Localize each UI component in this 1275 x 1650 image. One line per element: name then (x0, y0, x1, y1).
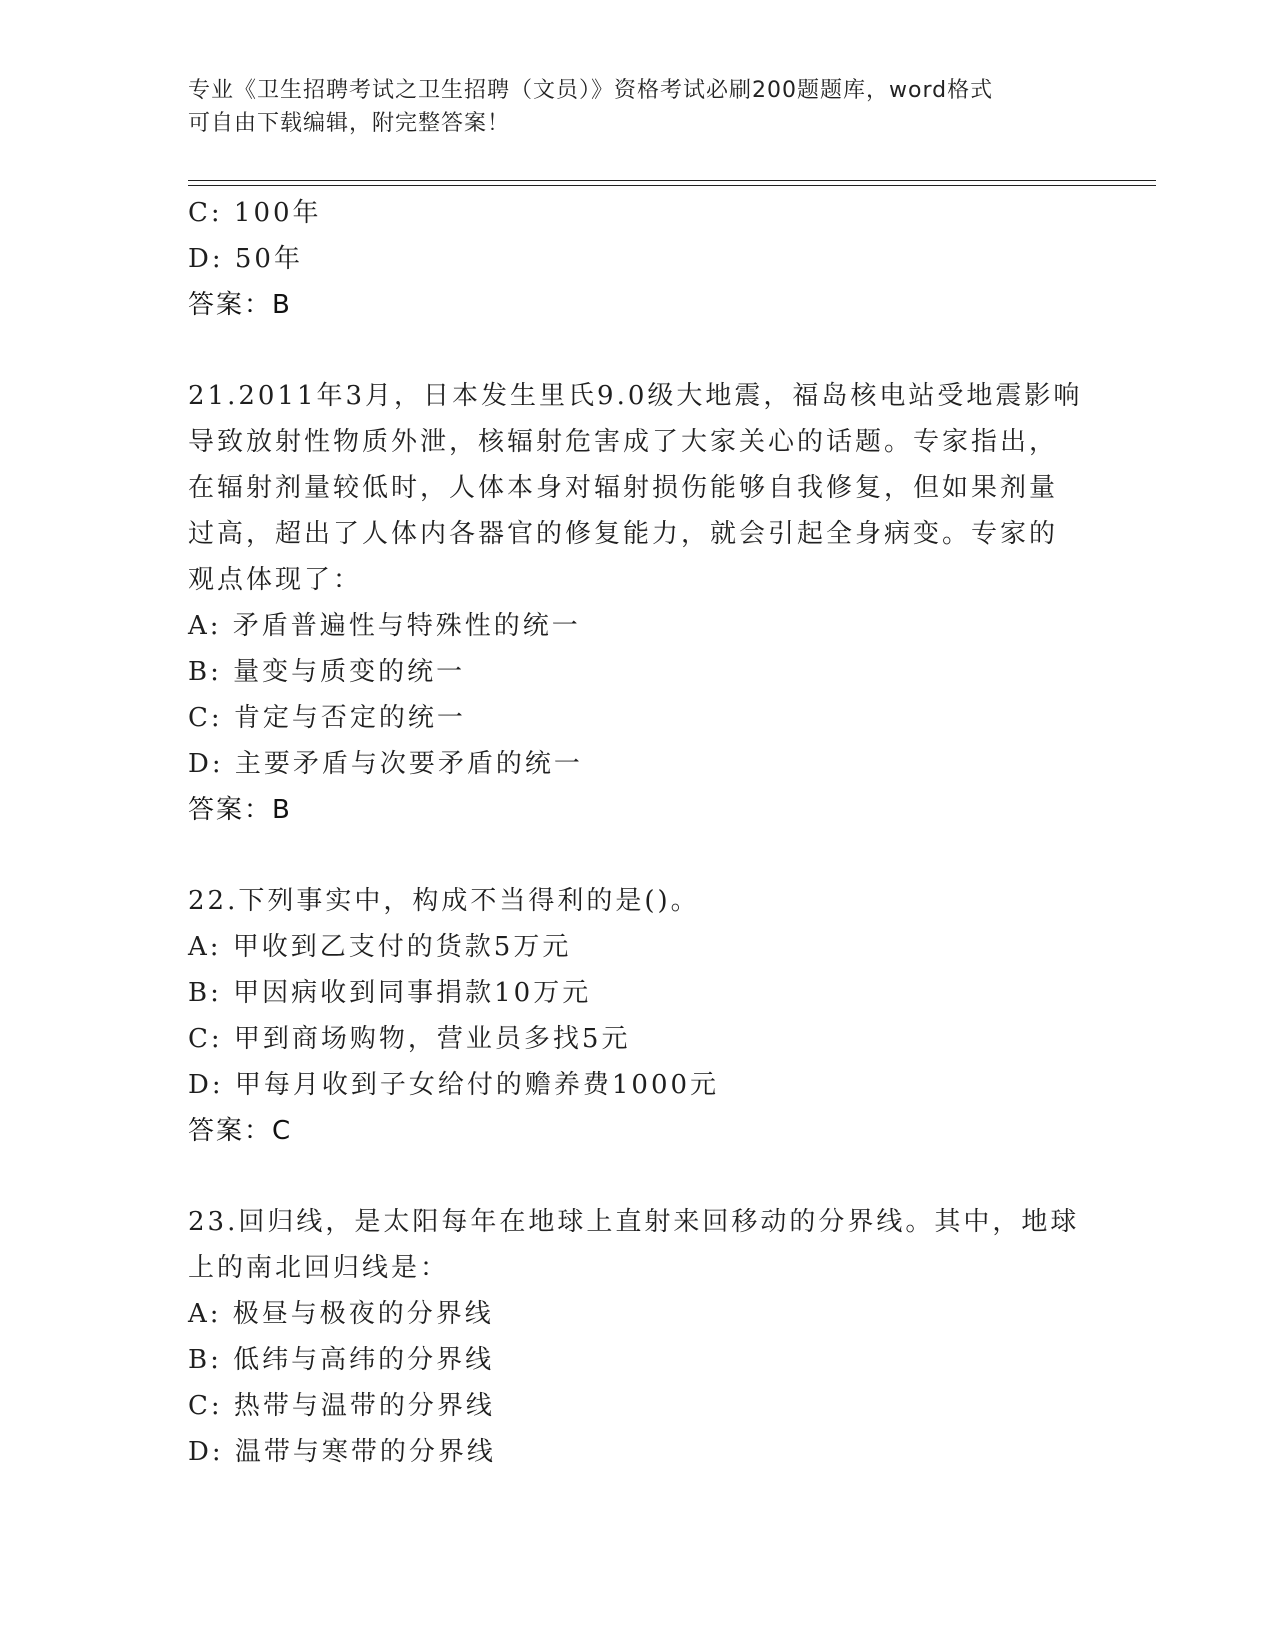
header-line-2: 可自由下载编辑，附完整答案！ (188, 111, 511, 136)
question-23 (188, 1199, 1088, 1475)
question-stem-line: 22.下列事实中，构成不当得利的是()。 (188, 886, 700, 916)
spacer (188, 1154, 1088, 1199)
header-divider-bottom (188, 185, 1156, 186)
header-divider-top (188, 180, 1156, 181)
question-21 (188, 373, 1088, 833)
option-c: C: 肯定与否定的统一 (188, 703, 466, 733)
question-stem-line: 23.回归线，是太阳每年在地球上直射来回移动的分界线。其中，地球 (188, 1207, 1080, 1237)
question-stem-line: 在辐射剂量较低时，人体本身对辐射损伤能够自我修复，但如果剂量 (188, 473, 1059, 503)
spacer (188, 833, 1088, 878)
question-stem-line: 21.2011年3月，日本发生里氏9.0级大地震，福岛核电站受地震影响 (188, 381, 1083, 411)
option-b: B: 量变与质变的统一 (188, 657, 466, 687)
document-body (188, 190, 1088, 1475)
question-22 (188, 878, 1088, 1154)
option-d: D: 主要矛盾与次要矛盾的统一 (188, 749, 583, 779)
option-d: D: 甲每月收到子女给付的赡养费1000元 (188, 1070, 720, 1100)
option-c: C: 甲到商场购物，营业员多找5元 (188, 1024, 631, 1054)
option-a: A: 矛盾普遍性与特殊性的统一 (188, 611, 581, 641)
option-d: D: 温带与寒带的分界线 (188, 1437, 496, 1467)
option-b: B: 低纬与高纬的分界线 (188, 1345, 495, 1375)
header-line-1: 专业《卫生招聘考试之卫生招聘（文员）》资格考试必刷200题题库，word格式 (188, 78, 994, 103)
option-d: D: 50年 (188, 244, 303, 274)
question-20-tail (188, 190, 1088, 328)
option-c: C: 热带与温带的分界线 (188, 1391, 495, 1421)
question-stem-line: 导致放射性物质外泄，核辐射危害成了大家关心的话题。专家指出， (188, 427, 1059, 457)
option-a: A: 甲收到乙支付的货款5万元 (188, 932, 572, 962)
option-c: C: 100年 (188, 198, 322, 228)
answer-line: 答案：B (188, 795, 292, 825)
spacer (188, 328, 1088, 373)
question-stem-line: 观点体现了： (188, 565, 363, 595)
option-b: B: 甲因病收到同事捐款10万元 (188, 978, 592, 1008)
answer-line: 答案：C (188, 1116, 293, 1146)
document-header (188, 74, 1088, 140)
question-stem-line: 过高，超出了人体内各器官的修复能力，就会引起全身病变。专家的 (188, 519, 1059, 549)
answer-line: 答案：B (188, 290, 292, 320)
option-a: A: 极昼与极夜的分界线 (188, 1299, 494, 1329)
question-stem-line: 上的南北回归线是： (188, 1253, 450, 1283)
